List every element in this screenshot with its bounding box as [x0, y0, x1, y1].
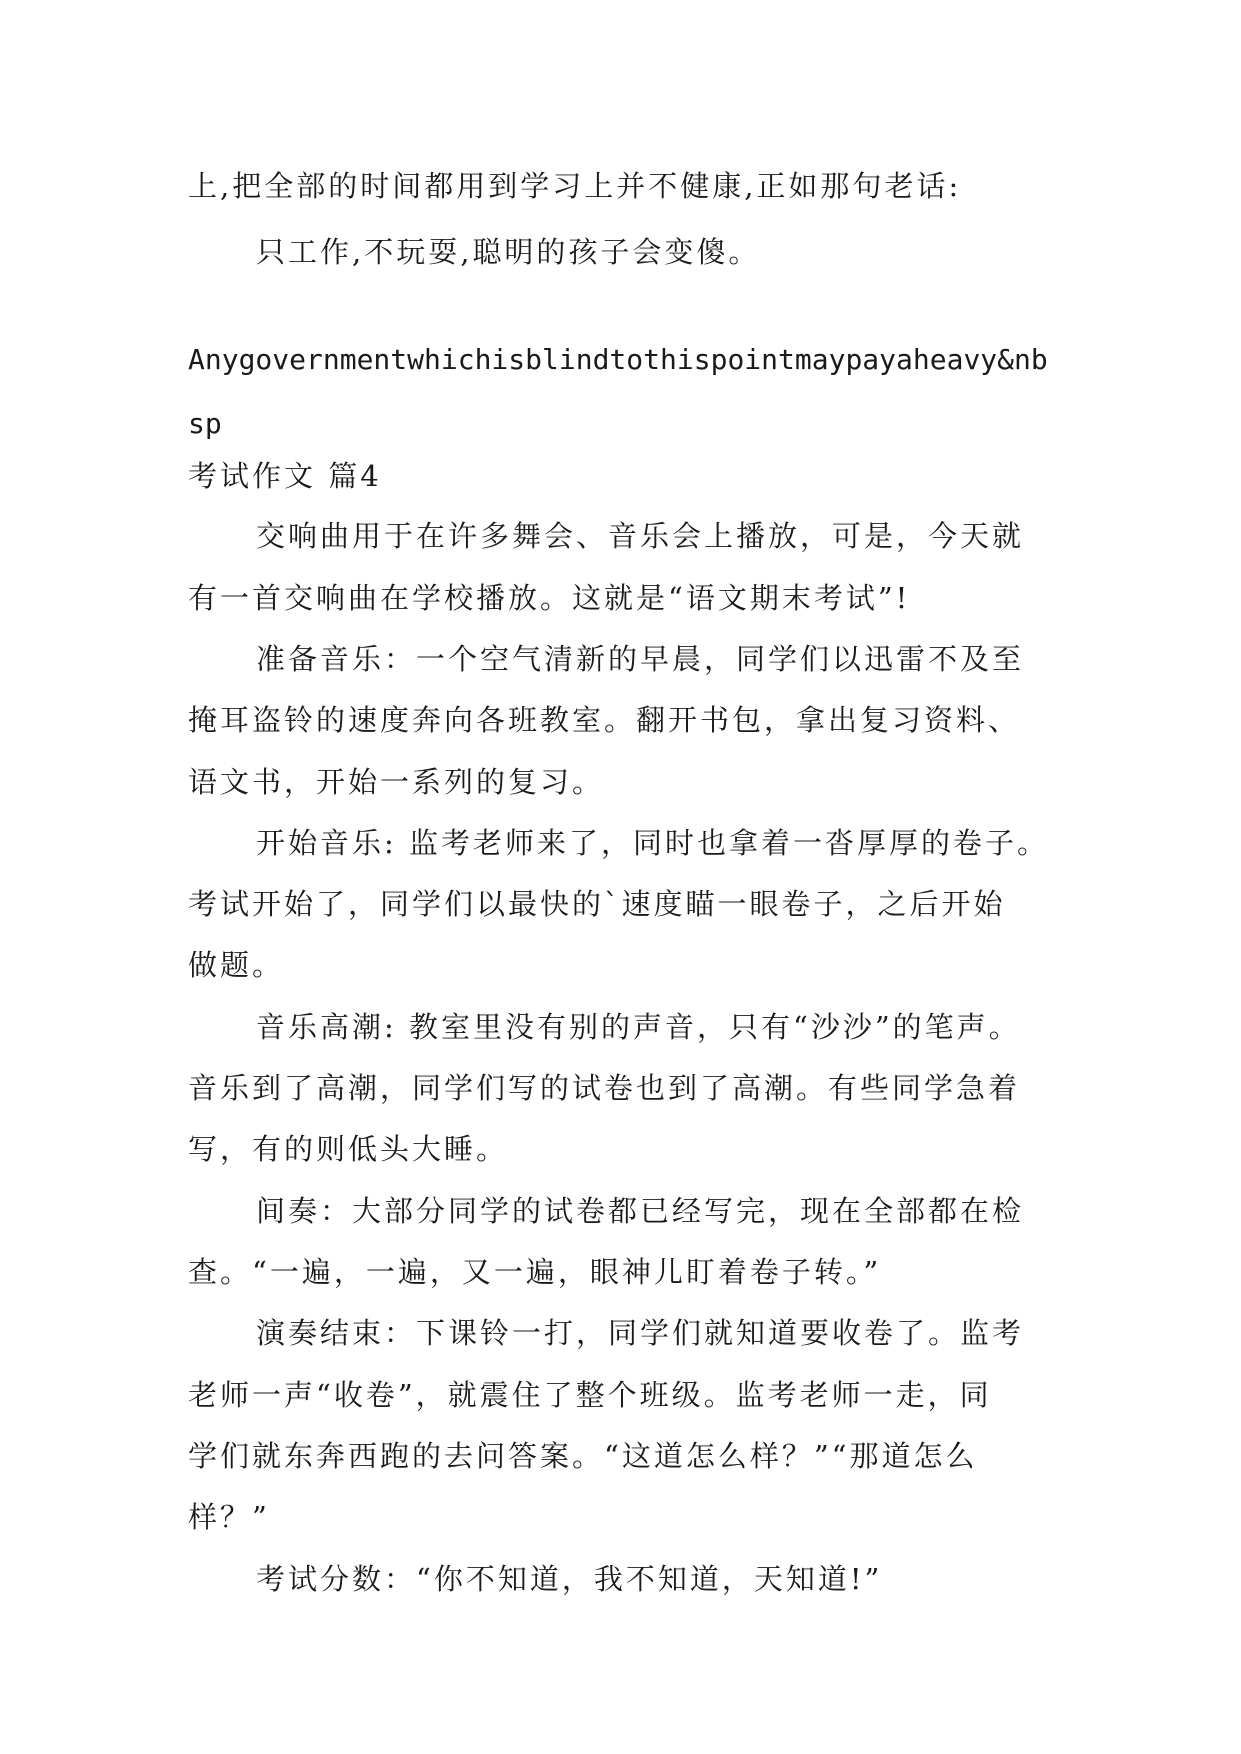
text-line: 样？” — [188, 1500, 270, 1534]
text-line: 做题。 — [188, 948, 285, 982]
section-heading: 考试作文 篇4 — [188, 459, 382, 493]
text-line: 有一首交响曲在学校播放。这就是“语文期末考试”! — [188, 581, 911, 615]
text-line: 学们就东奔西跑的去问答案。“这道怎么样？”“那道怎么 — [188, 1439, 978, 1473]
text-line: 上,把全部的时间都用到学习上并不健康,正如那句老话: — [188, 169, 962, 203]
text-line: 交响曲用于在许多舞会、音乐会上播放，可是，今天就 — [256, 519, 1025, 553]
text-line: 间奏：大部分同学的试卷都已经写完，现在全部都在检 — [256, 1194, 1025, 1228]
text-line: 老师一声“收卷”，就震住了整个班级。监考老师一走，同 — [188, 1378, 992, 1412]
text-line: 考试分数：“你不知道，我不知道，天知道!” — [256, 1562, 883, 1596]
text-line: 音乐到了高潮，同学们写的试卷也到了高潮。有些同学急着 — [188, 1071, 1021, 1105]
text-line: 准备音乐：一个空气清新的早晨，同学们以迅雷不及至 — [256, 642, 1025, 676]
text-line: 掩耳盗铃的速度奔向各班教室。翻开书包，拿出复习资料、 — [188, 703, 1021, 737]
text-line: 音乐高潮: 教室里没有别的声音，只有“沙沙”的笔声。 — [256, 1010, 1021, 1044]
text-line: 只工作,不玩耍,聪明的孩子会变傻。 — [256, 235, 761, 269]
text-line: 写，有的则低头大睡。 — [188, 1132, 509, 1166]
text-line: 语文书，开始一系列的复习。 — [188, 765, 605, 799]
text-line: Anygovernmentwhichisblindtothispointmaypayaheavy&nb — [188, 343, 1048, 376]
text-line: 开始音乐: 监考老师来了，同时也拿着一沓厚厚的卷子。 — [256, 826, 1049, 860]
text-line: 查。“一遍，一遍，又一遍，眼神儿盯着卷子转。” — [188, 1255, 882, 1289]
text-line: 考试开始了，同学们以最快的`速度瞄一眼卷子，之后开始 — [188, 887, 1006, 921]
text-line: sp — [188, 407, 222, 440]
text-line: 演奏结束：下课铃一打，同学们就知道要收卷了。监考 — [256, 1316, 1025, 1350]
